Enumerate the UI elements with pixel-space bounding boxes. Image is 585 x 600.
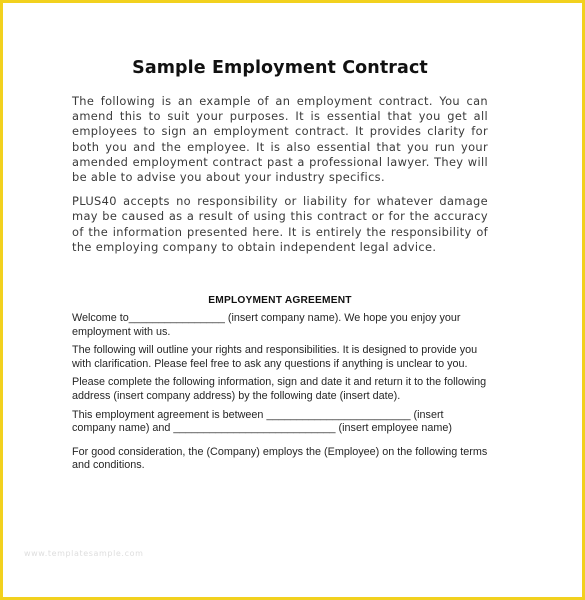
intro-section — [72, 94, 488, 255]
document-page — [72, 58, 488, 478]
agreement-section — [72, 312, 488, 473]
agreement-paragraph-rights: The following will outline your rights and responsibilities. It is designed to provide you with clarification. Please feel free to ask any questions if anything is unclear to you. — [72, 344, 478, 370]
agreement-paragraph-complete: Please complete the following information, sign and date it and return it to the following address (insert company address) by the following date (insert date). — [72, 376, 487, 402]
agreement-paragraph-terms: For good consideration, the (Company) employs the (Employee) on the following terms and conditions. — [72, 445, 488, 472]
disclaimer-paragraph: PLUS40 accepts no responsibility or liability for whatever damage may be caused as a result of using this contract or for the accuracy of the information presented here. It is entirely the responsibility of the employing company to obtain independent legal advice. — [72, 194, 488, 254]
intro-paragraph: The following is an example of an employment contract. You can amend this to suit your purposes. It is essential that you get all employees to sign an employment contract. It provides clarity for both you and the employee. It is also essential that you run your amended employment contract past a professional lawyer. They will be able to advise you about your industry specifics. — [72, 94, 488, 185]
agreement-paragraph-parties: This employment agreement is between ________________________ (insert company name) and ___________________________ (insert employee name) — [72, 408, 452, 435]
watermark-text: www.templatesample.com — [24, 549, 144, 558]
agreement-heading: EMPLOYMENT AGREEMENT — [208, 295, 352, 307]
document-title: Sample Employment Contract — [132, 58, 428, 78]
agreement-paragraph-welcome: Welcome to________________ (insert company name). We hope you enjoy your employment with us. — [72, 312, 461, 338]
